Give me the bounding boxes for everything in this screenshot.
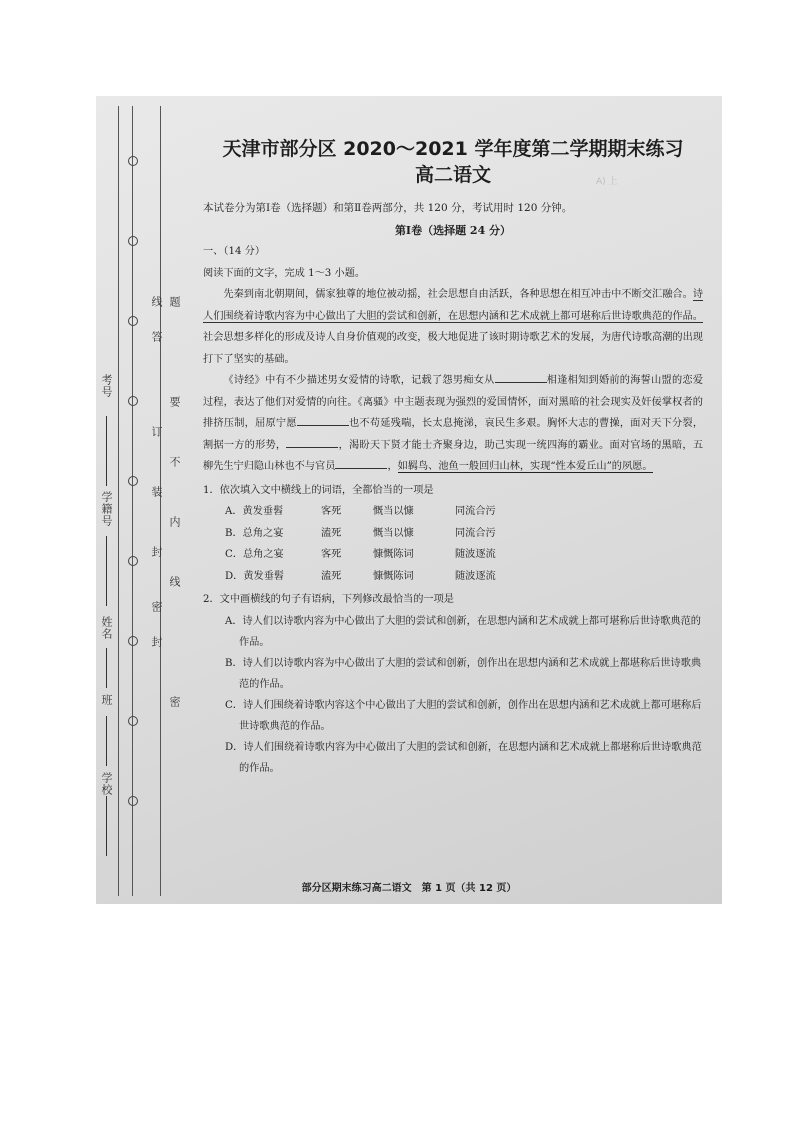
name-field[interactable] (106, 648, 107, 688)
option-cell: 慨当以慷 (373, 506, 414, 517)
seal-hole-icon (128, 396, 138, 406)
class-label: 班 (100, 694, 113, 706)
passage-paragraph-2 (203, 370, 703, 478)
exam-number-field[interactable] (106, 416, 107, 486)
seal-hole-icon (128, 476, 138, 486)
exam-content (203, 136, 703, 779)
passage-text: ，渴盼天下贤才能士齐聚身边，助己实现一统四海的霸业。面对官场的黑暗，五柳先生宁归隐山林也不与官员 (203, 439, 704, 472)
student-id-field[interactable] (106, 536, 107, 606)
seal-word: 封 (150, 546, 163, 558)
seal-hole-icon (128, 316, 138, 326)
question-stem: 2．文中画横线的句子有语病，下列修改最恰当的一项是 (203, 594, 454, 605)
option-d[interactable]: D．诗人们围绕着诗歌内容为中心做出了大胆的尝试和创新，在思想内涵和艺术成就上都堪称后世诗歌典范的作品。 (225, 741, 702, 774)
question-stem: 1．依次填入文中横线上的词语，全都恰当的一项是 (203, 484, 434, 496)
option-row[interactable] (203, 544, 703, 566)
option-cell: 慷慨陈词 (373, 570, 414, 582)
option-cell: 慨当以慷 (373, 527, 414, 539)
seal-word: 密 (150, 601, 163, 613)
seal-word: 装 (150, 486, 163, 498)
seal-word: 内 (168, 516, 181, 528)
passage-text: ， (387, 461, 398, 472)
option-cell: A．黄发垂髫 (225, 506, 284, 517)
section-instruction: 阅读下面的文字，完成 1～3 小题。 (203, 267, 366, 279)
option-cell: 随波逐流 (455, 570, 496, 582)
option-cell: 随波逐流 (455, 549, 496, 560)
option-cell: B．总角之宴 (225, 527, 284, 539)
underlined-sentence: 如羁鸟、池鱼一般回归山林，实现“性本爱丘山”的夙愿。 (397, 461, 653, 472)
exam-title: 天津市部分区 2020～2021 学年度第二学期期末练习 (222, 138, 684, 160)
passage-text: 也不苟延残喘，长太息掩涕，哀民生多艰。胸怀大志的曹操，面对天下分裂，割据一方的形势， (203, 418, 704, 451)
option-cell: 溘死 (321, 570, 342, 582)
seal-hole-icon (128, 796, 138, 806)
seal-word: 线 (168, 576, 181, 588)
passage-text: 相逢相知到婚前的海誓山盟的恋爱过程，表达了他们对爱情的向往。《离骚》中主题表现为强烈的爱国情怀，面对黑暗的社会现实及奸佞掌权者的排挤压制，屈原宁愿 (203, 375, 704, 429)
question-1 (203, 480, 703, 588)
seal-word: 不 (168, 456, 181, 468)
option-row[interactable] (203, 523, 703, 545)
seal-hole-icon (128, 636, 138, 646)
fill-blank-2[interactable] (297, 415, 349, 426)
seal-hole-icon (128, 556, 138, 566)
passage-text: 《诗经》中有不少描述男女爱情的诗歌，记载了怨男痴女从 (223, 375, 495, 386)
option-cell: 同流合污 (455, 506, 496, 517)
seal-word: 线 (150, 296, 163, 308)
option-c[interactable]: C．诗人们围绕着诗歌内容这个中心做出了大胆的尝试和创新，创作出在思想内涵和艺术成就上都可堪称后世诗歌典范的作品。 (225, 699, 702, 732)
seal-word: 订 (150, 426, 163, 438)
option-b[interactable]: B．诗人们以诗歌内容为中心做出了大胆的尝试和创新，创作出在思想内涵和艺术成就上都堪称后世诗歌典范的作品。 (225, 657, 702, 690)
fill-blank-4[interactable] (335, 458, 387, 469)
seal-hole-icon (128, 236, 138, 246)
option-cell: 同流合污 (455, 527, 496, 539)
fill-blank-1[interactable] (495, 372, 547, 383)
volume-title: 第Ⅰ卷（选择题 24 分） (394, 223, 512, 237)
passage-text: 社会思想多样化的形成及诗人自身价值观的改变，极大地促进了该时期诗歌艺术的发展，为唐代诗歌高潮的出现打下了坚实的基础。 (203, 332, 703, 365)
option-cell: 溘死 (321, 527, 342, 539)
option-cell: 慷慨陈词 (373, 549, 414, 560)
option-cell: 客死 (321, 506, 342, 517)
seal-word: 密 (168, 696, 181, 708)
exam-number-label: 考号 (100, 374, 113, 398)
option-row[interactable] (203, 501, 703, 523)
option-row[interactable] (203, 566, 703, 588)
question-2 (203, 589, 703, 779)
exam-subtitle: 高二语文 (414, 164, 491, 186)
seal-hole-icon (128, 156, 138, 166)
seal-word: 要 (168, 396, 181, 408)
fill-blank-3[interactable] (286, 437, 338, 448)
school-field[interactable] (106, 796, 107, 856)
section-heading: 一、（14 分） (203, 246, 266, 257)
option-cell: C．总角之宴 (225, 549, 284, 560)
name-label: 姓名 (100, 616, 113, 640)
scanned-exam-page (96, 96, 722, 904)
seal-line-middle (132, 106, 133, 896)
bleed-through-text: A) 上 (596, 177, 647, 187)
seal-word: 答 (150, 331, 163, 343)
seal-line-margin (96, 96, 196, 904)
class-field[interactable] (106, 716, 107, 766)
seal-word: 题 (168, 296, 181, 308)
passage-text: 先秦到南北朝期间，儒家独尊的地位被动摇，社会思想自由活跃，各种思想在相互冲击中不断交汇融合。 (223, 289, 693, 300)
underlined-sentence: 诗人们围绕着诗歌内容为中心做出了大胆的尝试和创新，在思想内涵和艺术成就上都可堪称后世诗歌典范的作品。 (203, 289, 703, 322)
seal-hole-icon (128, 716, 138, 726)
seal-word: 封 (150, 636, 163, 648)
seal-line-inner (160, 106, 161, 896)
seal-line-outer (118, 106, 119, 896)
exam-intro: 本试卷分为第Ⅰ卷（选择题）和第Ⅱ卷两部分，共 120 分，考试用时 120 分钟。 (203, 202, 573, 214)
option-cell: 客死 (321, 549, 342, 560)
passage-paragraph-1 (203, 284, 703, 370)
option-cell: D．黄发垂髫 (225, 570, 285, 582)
page-footer: 部分区期末练习高二语文 第 1 页（共 12 页） (301, 883, 517, 894)
student-id-label: 学籍号 (100, 491, 113, 527)
school-label: 学校 (100, 772, 113, 796)
option-a[interactable]: A．诗人们以诗歌内容为中心做出了大胆的尝试和创新，在思想内涵和艺术成就上都可堪称后世诗歌典范的作品。 (225, 615, 701, 648)
